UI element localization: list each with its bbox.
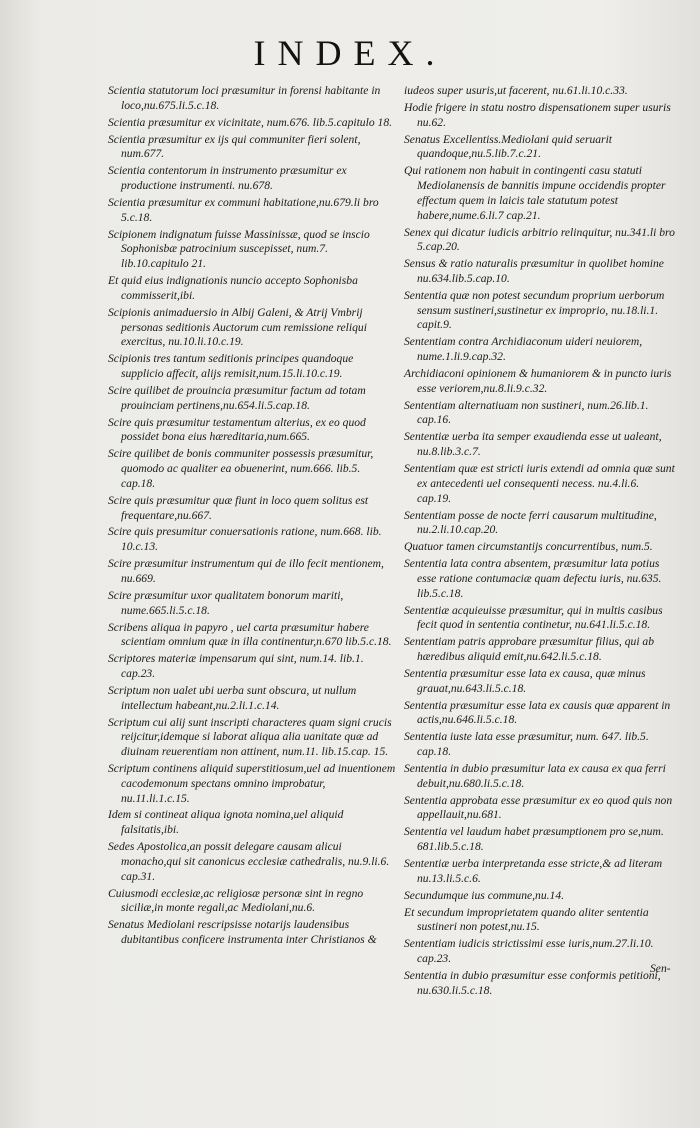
index-entry: Scire quilibet de prouincia præsumitur factum ad totam prouinciam pertinens,nu.654.li.5.cap.18. xyxy=(108,383,366,412)
index-entry: Sententia præsumitur esse lata ex causa, quæ minus grauat,nu.643.li.5.c.18. xyxy=(404,666,646,695)
index-entry: Scriptum cui alij sunt inscripti characteres quam signi crucis reijcitur,idemque si laborat aliqua alia uanitate quæ ad diuinam reuerentiam non attinent, num.11. lib.15.cap. 15. xyxy=(108,715,392,759)
index-entry: Sententiam quæ est stricti iuris extendi ad omnia quæ sunt ex antecedenti uel consequenti necess. nu.4.li.6. cap.19. xyxy=(404,462,675,505)
index-entry: Sententia iuste lata esse præsumitur, num. 647. lib.5. cap.18. xyxy=(404,730,649,759)
index-entry: Sensus & ratio naturalis præsumitur in quolibet homine nu.634.lib.5.cap.10. xyxy=(404,257,664,285)
index-column-right xyxy=(404,84,676,1001)
index-entry: Hodie frigere in statu nostro dispensationem super usuris nu.62. xyxy=(404,100,671,129)
index-entry: Sententiam patris approbare præsumitur filius, qui ab hæredibus aliquid emit,nu.642.li.5.c.18. xyxy=(404,635,655,663)
index-entry: Scientia præsumitur ex communi habitatione,nu.679.li bro 5.c.18. xyxy=(108,196,379,224)
index-entry: Sententiam iudicis strictissimi esse iuris,num.27.li.10. cap.23. xyxy=(404,937,654,966)
index-entry: Sententia in dubio præsumitur lata ex causa ex qua ferri debuit,nu.680.li.5.c.18. xyxy=(404,762,666,790)
index-entry: Sententia approbata esse præsumitur ex eo quod quis non appellauit,nu.681. xyxy=(404,793,673,822)
index-entry: Senatus Mediolani rescripsisse notarijs laudensibus dubitantibus conficere instrumenta inter Christianos & xyxy=(108,918,377,946)
index-entry: Scribens aliqua in papyro , uel carta præsumitur habere scientiam omnium quæ in illa continentur,n.670 lib.5.c.18. xyxy=(108,620,392,649)
index-entry: Scientia præsumitur ex ijs qui communiter fieri solent, num.677. xyxy=(108,132,361,161)
index-entry: Sententiæ acquieuisse præsumitur, qui in multis casibus fecit quod in sententia continetur, nu.641.li.5.c.18. xyxy=(404,603,663,632)
index-entry: Scipionis tres tantum seditionis principes quandoque supplicio affecit, alijs remisit,num.15.li.10.c.19. xyxy=(108,352,354,380)
index-entry: Scientia contentorum in instrumento præsumitur ex productione instrumenti. nu.678. xyxy=(108,164,347,193)
index-entry: Scire quis præsumitur quæ fiunt in loco quem solitus est frequentare,nu.667. xyxy=(108,493,369,522)
index-entry: Scriptores materiæ impensarum qui sint, num.14. lib.1. cap.23. xyxy=(108,652,364,680)
index-entry: iudeos super usuris,ut facerent, nu.61.li.10.c.33. xyxy=(404,84,628,97)
index-entry: Sententiam alternatiuam non sustineri, num.26.lib.1. cap.16. xyxy=(404,398,649,427)
index-entry: Scriptum continens aliquid superstitiosum,uel ad inuentionem cacodemonum spectans omnino improbatur, nu.11.li.1.c.15. xyxy=(108,762,396,805)
index-entry: Sententia quæ non potest secundum proprium uerborum sensum sustineri,sustinetur ex improprio, nu.18.li.1. capit.9. xyxy=(404,288,665,332)
index-entry: Sententiam contra Archidiaconum uideri neuiorem, nume.1.li.9.cap.32. xyxy=(404,335,643,364)
index-entry: Idem si contineat aliqua ignota nomina,uel aliquid falsitatis,ibi. xyxy=(108,808,344,837)
index-column-left xyxy=(108,84,396,950)
index-entry: Sententia vel laudum habet præsumptionem pro se,num. 681.lib.5.c.18. xyxy=(404,825,664,854)
index-entry: Scientia statutorum loci præsumitur in forensi habitante in loco,nu.675.li.5.c.18. xyxy=(108,84,381,112)
catchword: Sen- xyxy=(650,962,671,975)
index-entry: Scientia præsumitur ex vicinitate, num.676. lib.5.capitulo 18. xyxy=(108,115,393,129)
index-entry: Senatus Excellentiss.Mediolani quid seruarit quandoque,nu.5.lib.7.c.21. xyxy=(404,132,613,161)
index-entry: Cuiusmodi ecclesiæ,ac religiosæ personæ sint in regno siciliæ,in monte regali,ac Mediolani,nu.6. xyxy=(108,886,364,915)
index-entry: Qui rationem non habuit in contingenti casu statuti Mediolanensis de bannitis impune occidendis propter effectum quem in laicis tale statutum potest habere,nume.6.li.7 cap.21. xyxy=(404,164,666,222)
index-entry: Quatuor tamen circumstantijs concurrentibus, num.5. xyxy=(404,540,653,554)
index-entry: Scire quis presumitur conuersationis ratione, num.668. lib. 10.c.13. xyxy=(108,525,382,554)
index-entry: Scipionem indignatum fuisse Massinissæ, quod se inscio Sophonisbæ patrocinium suscepisset, num.7. lib.10.capitulo 21. xyxy=(108,227,370,271)
index-entry: Scire quilibet de bonis communiter possessis præsumitur, quomodo ac qualiter ea obuenerint, num.666. lib.5. cap.18. xyxy=(108,447,374,490)
index-entry: Sententia in dubio præsumitur esse conformis petitioni, nu.630.li.5.c.18. xyxy=(404,969,661,997)
index-entry: Scire quis præsumitur testamentum alterius, ex eo quod possidet bona eius hæreditaria,num.665. xyxy=(108,415,366,444)
index-entry: Scipionis animaduersio in Albij Galeni, & Atrij Vmbrij personas seditionis Auctorum cum remissione reliqui exercitus, nu.10.li.10.c.19. xyxy=(108,305,367,349)
index-entry: Sententia præsumitur esse lata ex causis quæ apparent in actis,nu.646.li.5.c.18. xyxy=(404,698,671,727)
index-entry: Sententiæ uerba ita semper exaudienda esse ut ualeant, nu.8.lib.3.c.7. xyxy=(404,430,662,459)
index-entry: Sedes Apostolica,an possit delegare causam alicui monacho,qui sit canonicus ecclesiæ cathedralis, nu.9.li.6. cap.31. xyxy=(108,840,390,883)
index-entry: Sententiæ uerba interpretanda esse stricte,& ad literam nu.13.li.5.c.6. xyxy=(404,857,663,885)
index-entry: Et secundum improprietatem quando aliter sententia sustineri non potest,nu.15. xyxy=(404,905,649,934)
index-entry: Scire præsumitur uxor qualitatem bonorum mariti, nume.665.li.5.c.18. xyxy=(108,588,344,617)
index-entry: Sententiam posse de nocte ferri causarum multitudine, nu.2.li.10.cap.20. xyxy=(404,508,657,537)
index-entry: Secundumque ius commune,nu.14. xyxy=(404,888,565,902)
index-entry: Scire præsumitur instrumentum qui de illo fecit mentionem, nu.669. xyxy=(108,557,384,585)
index-entry: Et quid eius indignationis nuncio accepto Sophonisba commisserit,ibi. xyxy=(108,274,358,302)
page-title: INDEX. xyxy=(253,33,447,73)
index-entry: Senex qui dicatur iudicis arbitrio relinquitur, nu.341.li bro 5.cap.20. xyxy=(404,225,675,254)
index-entry: Sententia lata contra absentem, præsumitur lata potius esse ratione contumaciæ quam defectu iuris, nu.635. lib.5.c.18. xyxy=(404,557,662,600)
index-entry: Scriptum non ualet ubi uerba sunt obscura, ut nullum intellectum habeant,nu.2.li.1.c.14. xyxy=(108,683,357,712)
index-entry: Archidiaconi opinionem & humaniorem & in puncto iuris esse veriorem,nu.8.li.9.c.32. xyxy=(404,367,672,395)
